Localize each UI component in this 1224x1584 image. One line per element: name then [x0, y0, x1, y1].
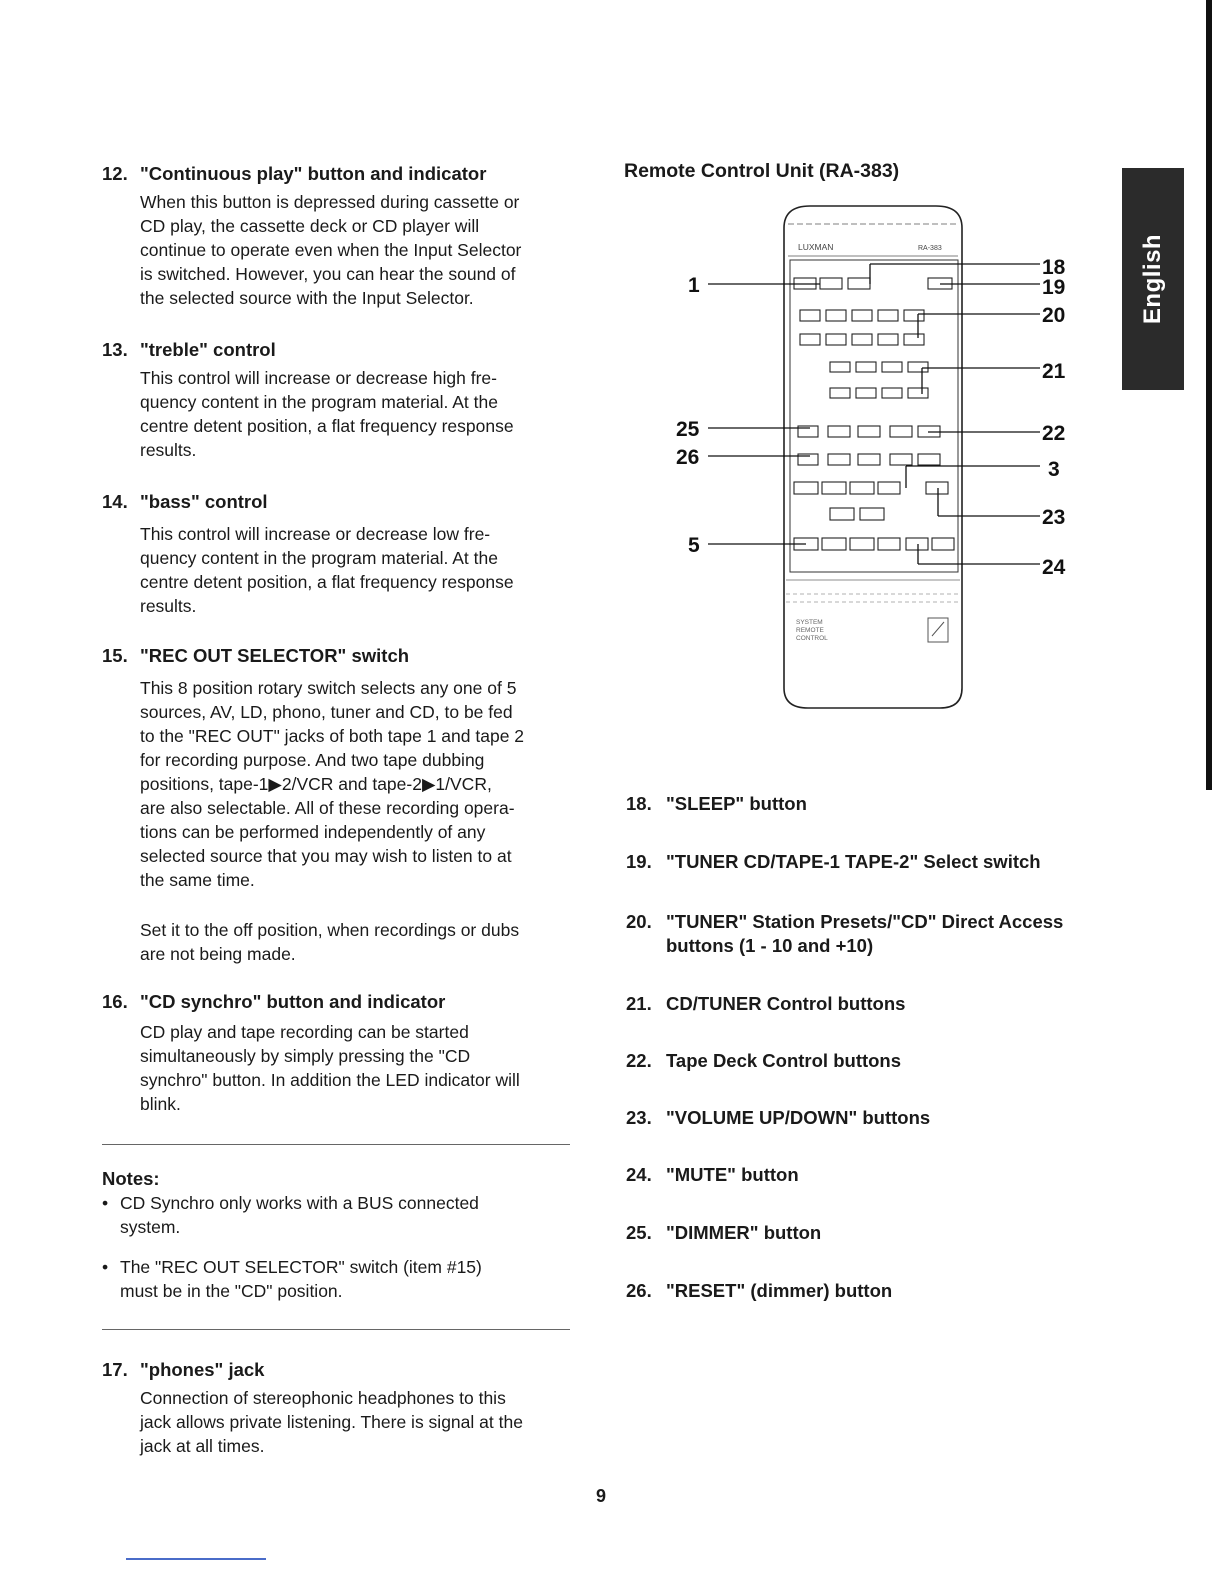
item-number: 14. — [102, 491, 128, 512]
remote-button[interactable] — [826, 334, 846, 345]
item-26: 26. "RESET" (dimmer) button — [626, 1280, 893, 1301]
notes-title: Notes: — [102, 1168, 160, 1189]
system-label-3: CONTROL — [796, 635, 828, 642]
item-number: 15. — [102, 645, 128, 666]
remote-button[interactable] — [918, 454, 940, 465]
remote-button[interactable] — [826, 310, 846, 321]
remote-button[interactable] — [850, 538, 874, 550]
item-22: 22. Tape Deck Control buttons — [626, 1050, 902, 1071]
item-body: This 8 position rotary switch selects any one of 5 sources, AV, LD, phono, tuner and CD, to be fed to the "REC OUT" jacks of both tape 1 and tape 2 for recording purpose. And two tape dubbing positions, tape-1▶2/VCR and tape-2▶1/VCR, are also selectable. All of these recording opera- tions can be performed independently of any selected source that you may wish to listen to at the same time. — [140, 678, 525, 890]
callout-3: 3 — [1048, 458, 1060, 481]
remote-diagram — [670, 198, 1090, 718]
volume-button[interactable] — [878, 538, 900, 550]
item-title: "phones" jack — [140, 1359, 265, 1380]
remote-button[interactable] — [890, 454, 912, 465]
remote-button[interactable] — [908, 388, 928, 398]
right-column — [624, 158, 1104, 184]
item-19: 19. "TUNER CD/TAPE-1 TAPE-2" Select switch — [626, 851, 1041, 872]
remote-button[interactable] — [908, 362, 928, 372]
remote-button[interactable] — [860, 508, 884, 520]
item-number: 17. — [102, 1359, 128, 1380]
callout-26: 26 — [676, 446, 700, 469]
callout-24: 24 — [1042, 556, 1066, 579]
item-16 — [102, 990, 582, 1116]
remote-button[interactable] — [822, 482, 846, 494]
bottom-rule — [126, 1558, 266, 1560]
callout-numbers — [676, 256, 1066, 579]
item-14 — [102, 490, 582, 618]
item-20: 20. "TUNER" Station Presets/"CD" Direct Access buttons (1 - 10 and +10) — [626, 911, 1064, 956]
remote-button[interactable] — [822, 538, 846, 550]
item-title: "treble" control — [140, 339, 276, 360]
remote-button[interactable] — [830, 508, 854, 520]
remote-button[interactable] — [882, 388, 902, 398]
item-title: "bass" control — [140, 491, 268, 512]
item-body: CD play and tape recording can be started simultaneously by simply pressing the "CD synchro" button. In addition the LED indicator will blink. — [140, 1022, 520, 1114]
remote-button[interactable] — [904, 310, 924, 321]
item-number: 16. — [102, 991, 128, 1012]
remote-button[interactable] — [856, 362, 876, 372]
button-panel — [790, 260, 958, 572]
page-number: 9 — [596, 1486, 607, 1506]
remote-button[interactable] — [852, 310, 872, 321]
item-body-extra: Set it to the off position, when recordings or dubs are not being made. — [140, 920, 520, 964]
remote-button[interactable] — [890, 426, 912, 437]
remote-button[interactable] — [794, 482, 818, 494]
item-17 — [102, 1358, 582, 1458]
item-number: 12. — [102, 163, 128, 184]
remote-button[interactable] — [850, 482, 874, 494]
callout-25: 25 — [676, 418, 700, 441]
language-tab-label: English — [1139, 233, 1167, 325]
item-body: When this button is depressed during cassette or CD play, the cassette deck or CD player will continue to operate even when the Input Selector is switched. However, you can hear the sound of the selected source with the Input Selector. — [140, 192, 522, 308]
item-24: 24. "MUTE" button — [626, 1164, 799, 1185]
item-number: 13. — [102, 339, 128, 360]
callout-21: 21 — [1042, 360, 1066, 383]
remote-brand: LUXMAN — [798, 242, 834, 252]
item-12 — [102, 162, 582, 310]
mute-button[interactable] — [906, 538, 928, 550]
remote-button[interactable] — [904, 334, 924, 345]
system-label-2: REMOTE — [796, 627, 824, 634]
callout-19: 19 — [1042, 276, 1066, 299]
callout-22: 22 — [1042, 422, 1066, 445]
remote-illustration — [670, 198, 1090, 718]
item-21: 21. CD/TUNER Control buttons — [626, 993, 906, 1014]
remote-button[interactable] — [830, 388, 850, 398]
item-13 — [102, 338, 582, 462]
notes-divider-bottom — [102, 1329, 570, 1330]
remote-button[interactable] — [926, 482, 948, 494]
remote-button[interactable] — [878, 310, 898, 321]
remote-model: RA-383 — [918, 245, 942, 252]
remote-button[interactable] — [878, 482, 900, 494]
item-23: 23. "VOLUME UP/DOWN" buttons — [626, 1107, 931, 1128]
remote-button[interactable] — [828, 454, 850, 465]
remote-button[interactable] — [852, 334, 872, 345]
language-tab — [1122, 168, 1184, 390]
item-body: Connection of stereophonic headphones to this jack allows private listening. There is signal at the jack at all times. — [140, 1388, 523, 1456]
notes-divider-top — [102, 1144, 570, 1145]
remote-button[interactable] — [878, 334, 898, 345]
callout-20: 20 — [1042, 304, 1066, 327]
item-title: "Continuous play" button and indicator — [140, 163, 487, 184]
remote-button[interactable] — [858, 426, 880, 437]
callout-1: 1 — [688, 274, 700, 297]
item-body: This control will increase or decrease low fre- quency content in the program material. At the centre detent position, a flat frequency response results. — [140, 524, 514, 616]
remote-button[interactable] — [800, 334, 820, 345]
remote-button[interactable] — [800, 310, 820, 321]
remote-button[interactable] — [828, 426, 850, 437]
callout-23: 23 — [1042, 506, 1066, 529]
logo-icon — [928, 618, 948, 642]
system-label-1: SYSTEM — [796, 619, 823, 626]
callout-5: 5 — [688, 534, 700, 557]
callout-18: 18 — [1042, 256, 1066, 279]
remote-button[interactable] — [856, 388, 876, 398]
item-title: "CD synchro" button and indicator — [140, 991, 446, 1012]
note-item: • CD Synchro only works with a BUS connected system. — [102, 1193, 479, 1237]
remote-title: Remote Control Unit (RA-383) — [624, 160, 900, 182]
note-item: • The "REC OUT SELECTOR" switch (item #15) must be in the "CD" position. — [102, 1257, 482, 1301]
remote-button[interactable] — [820, 278, 842, 289]
notes-block — [102, 1167, 582, 1303]
item-15 — [102, 644, 582, 966]
remote-button[interactable] — [848, 278, 870, 289]
remote-button[interactable] — [882, 362, 902, 372]
item-title: "REC OUT SELECTOR" switch — [140, 645, 410, 666]
remote-button[interactable] — [830, 362, 850, 372]
item-body: This control will increase or decrease high fre- quency content in the program material. At the centre detent position, a flat frequency response results. — [140, 368, 514, 460]
item-18: 18. "SLEEP" button — [626, 793, 807, 814]
page-edge-rule — [1206, 0, 1212, 790]
left-column — [102, 160, 582, 1458]
item-25: 25. "DIMMER" button — [626, 1222, 822, 1243]
remote-buttons — [794, 278, 954, 550]
remote-button[interactable] — [932, 538, 954, 550]
callout-lines — [708, 264, 1040, 564]
remote-button[interactable] — [858, 454, 880, 465]
